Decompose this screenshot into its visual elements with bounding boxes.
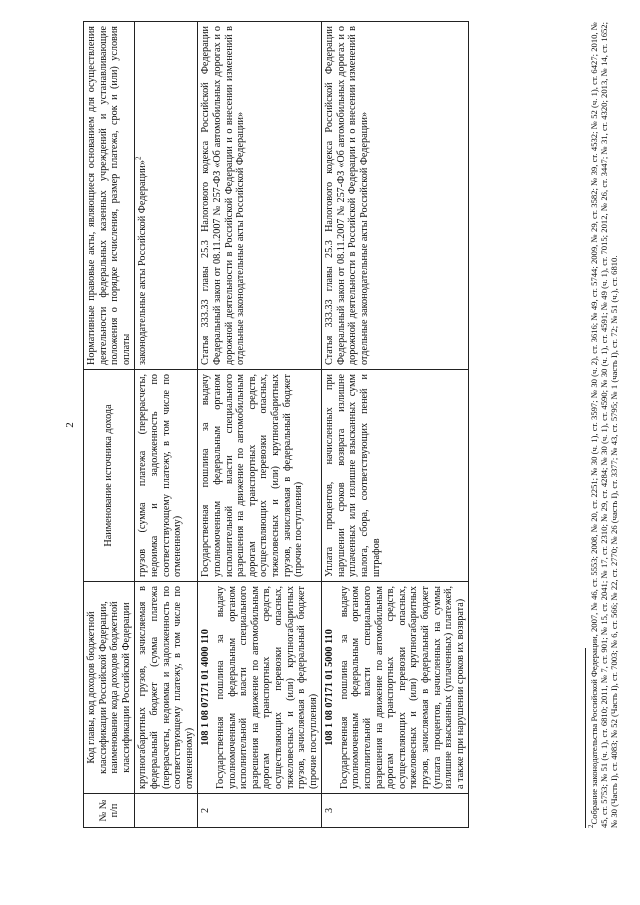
row-code: 108 1 08 07171 01 5000 110	[324, 629, 336, 746]
header-acts: Нормативные правовые акты, являющиеся основанием для осуществления деятельности федеральных казенных учреждений и устанавливающие положения о порядке исчисления, размер платежа, срок и (или) условия оплаты	[84, 22, 135, 370]
row-code-name: Государственная пошлина за выдачу уполномоченным федеральным органом исполнительной власти специального разрешения на движение по автомобильным дорогам транспортных средств, осуществляющих перевозки опасных, тяжеловесных и (или) крупногабаритных грузов, зачисляемая в федеральный бюджет (уплата процентов, начисленных на суммы излишне взысканных (уплаченных) платежей, а также при нарушении сроков их возврата)	[338, 586, 466, 789]
row-source: Уплата процентов, начисленных при нарушении сроков возврата излишне уплаченных или излишне взысканных сумм налога, сбора, соответствующих пеней и штрафов	[322, 370, 469, 582]
header-num: № № п/п	[84, 794, 135, 828]
row-code-cell	[322, 582, 469, 794]
table-row	[198, 22, 322, 828]
row-num: 2	[198, 794, 322, 828]
row-source: грузов (сумма платежа (перерасчеты, недоимка и задолженность по соответствующему платежу, в том числе по отмененному)	[135, 370, 198, 582]
row-acts: законодательные акты Российской Федерации»	[137, 160, 149, 365]
row-acts-cell	[135, 22, 198, 370]
footnote-ref: 2	[134, 156, 143, 161]
table-row	[322, 22, 469, 828]
footnote-text: Собрание законодательства Российской Федерации, 2007, № 46, ст. 5553; 2008, № 20, ст. 2251; № 30 (ч. 1), ст. 3597; № 30 (ч. 2), ст. 3616; № 49, ст. 5744; 2009, № 29, ст. 3582; № 39, ст. 4532; № 52 (ч. 1), ст. 6427; 2010, № 45, ст. 5753; № 51 (ч. 1), ст. 6810; 2011, № 7, ст. 901; № 15, ст. 2041; № 17, ст. 2310; № 29, ст. 4284; № 30 (ч. 1), ст. 4590; № 30 (ч. 1), ст. 4591; № 49 (ч. 1), ст. 7015; 2012, № 26, ст. 3447; № 31, ст. 4320; 2013, № 14, ст. 1652; № 30 (Часть I), ст. 4083; № 52 (Часть I), ст. 7003; № 6, ст. 566; № 22, ст. 2770; № 26 (часть I), ст. 3377; № 43, ст. 5795; № 1 (часть I), ст. 72; № 51 (ч.), ст. 6810.	[589, 22, 619, 828]
table-header-row	[84, 22, 135, 828]
row-code-cell	[198, 582, 322, 794]
table-row	[135, 22, 198, 828]
row-acts: Статья 333.33 главы 25.3 Налогового кодекса Российской Федерации Федеральный закон от 08.11.2007 № 257-ФЗ «Об автомобильных дорогах и о дорожной деятельности в Российской Федерации и о внесении изменений в отдельные законодательные акты Российской Федерации»	[198, 22, 322, 370]
row-acts: Статья 333.33 главы 25.3 Налогового кодекса Российской Федерации Федеральный закон от 08.11.2007 № 257-ФЗ «Об автомобильных дорогах и о дорожной деятельности в Российской Федерации и о внесении изменений в отдельные законодательные акты Российской Федерации»	[322, 22, 469, 370]
footnote-divider	[585, 648, 586, 828]
row-num: 3	[322, 794, 469, 828]
page-number: 2	[64, 422, 76, 428]
row-code: 108 1 08 07171 01 4000 110	[200, 629, 212, 746]
income-sources-table	[83, 21, 469, 828]
row-num	[135, 794, 198, 828]
header-code: Код главы, код доходов бюджетной классификации Российской Федерации, наименование кода доходов бюджетной классификации Российской Федерации	[84, 582, 135, 794]
rotated-content	[65, 10, 640, 840]
header-source: Наименование источника дохода	[84, 370, 135, 582]
row-code-name: крупногабаритных грузов, зачисляемая в федеральный бюджет (сумма платежа (перерасчеты, недоимка и задолженность по соответствующему платежу, в том числе по отмененному)	[137, 586, 195, 789]
footnote	[585, 22, 619, 828]
footnote-marker: 2	[587, 824, 596, 828]
row-code-name: Государственная пошлина за выдачу уполномоченным федеральным органом исполнительной власти специального разрешения на движение по автомобильным дорогам транспортных средств, осуществляющих перевозки опасных, тяжеловесных и (или) крупногабаритных грузов, зачисляемая в федеральный бюджет (прочие поступления)	[214, 586, 319, 789]
row-code-cell	[135, 582, 198, 794]
row-source: Государственная пошлина за выдачу уполномоченным федеральным органом исполнительной власти специального разрешения на движение по автомобильным дорогам транспортных средств, осуществляющих перевозки опасных, тяжеловесных и (или) крупногабаритных грузов, зачисляемая в федеральный бюджет (прочие поступления)	[198, 370, 322, 582]
